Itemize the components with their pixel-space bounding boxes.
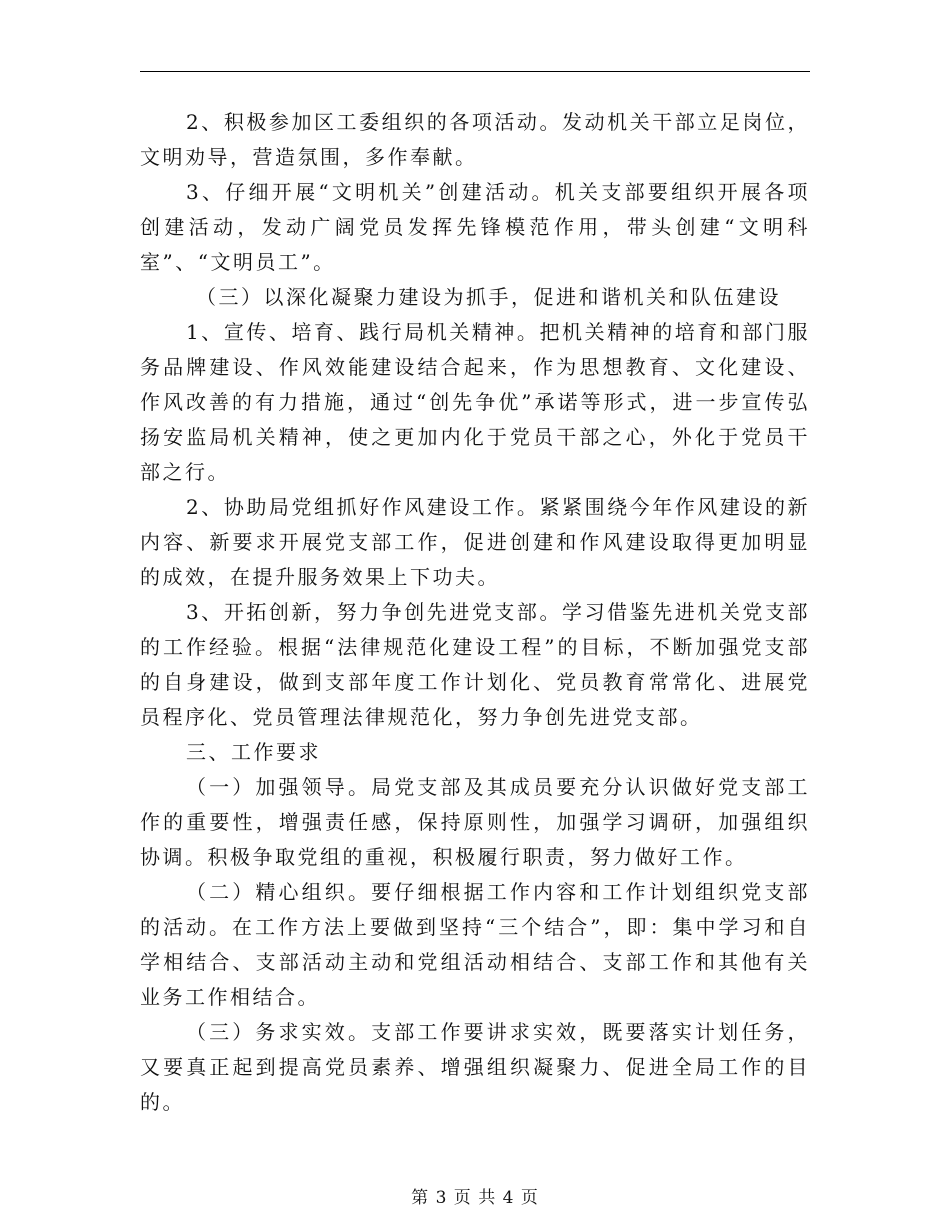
paragraph-item-1-spirit: 1、宣传、培育、践行局机关精神。把机关精神的培育和部门服务品牌建设、作风效能建设结合起来，作为思想教育、文化建设、作风改善的有力措施，通过“创先争优”承诺等形式，进一步宣传弘扬安监局机关精神，使之更加内化于党员干部之心，外化于党员干部之行。 <box>140 320 810 484</box>
section-heading-requirements: 三、工作要求 <box>186 740 321 764</box>
section-heading-3: （三）以深化凝聚力建设为抓手，促进和谐机关和队伍建设 <box>196 285 781 309</box>
paragraph-item-3-innovation: 3、开拓创新，努力争创先进党支部。学习借鉴先进机关党支部的工作经验。根据“法律规范化建设工程”的目标，不断加强党支部的自身建设，做到支部年度工作计划化、党员教育常常化、进展党员程序化、党员管理法律规范化，努力争创先进党支部。 <box>140 600 810 729</box>
paragraph-requirement-2: （二）精心组织。要仔细根据工作内容和工作计划组织党支部的活动。在工作方法上要做到坚持“三个结合”，即：集中学习和自学相结合、支部活动主动和党组活动相结合、支部工作和其他有关业务工作相结合。 <box>140 880 810 1009</box>
paragraph-requirement-1: （一）加强领导。局党支部及其成员要充分认识做好党支部工作的重要性，增强责任感，保持原则性，加强学习调研，加强组织协调。积极争取党组的重视，积极履行职责，努力做好工作。 <box>140 775 810 869</box>
paragraph-requirement-3: （三）务求实效。支部工作要讲求实效，既要落实计划任务，又要真正起到提高党员素养、增强组织凝聚力、促进全局工作的目的。 <box>140 1020 810 1114</box>
page-footer: 第 3 页 共 4 页 <box>411 1188 539 1208</box>
document-body <box>140 105 810 1120</box>
paragraph-item-2-district: 2、积极参加区工委组织的各项活动。发动机关干部立足岗位，文明劝导，营造氛围，多作奉献。 <box>140 110 810 169</box>
paragraph-item-3-civilized-organ: 3、仔细开展“文明机关”创建活动。机关支部要组织开展各项创建活动，发动广阔党员发挥先锋模范作用，带头创建“文明科室”、“文明员工”。 <box>140 180 810 274</box>
paragraph-item-2-style: 2、协助局党组抓好作风建设工作。紧紧围绕今年作风建设的新内容、新要求开展党支部工作，促进创建和作风建设取得更加明显的成效，在提升服务效果上下功夫。 <box>140 495 810 589</box>
header-rule <box>140 71 810 72</box>
